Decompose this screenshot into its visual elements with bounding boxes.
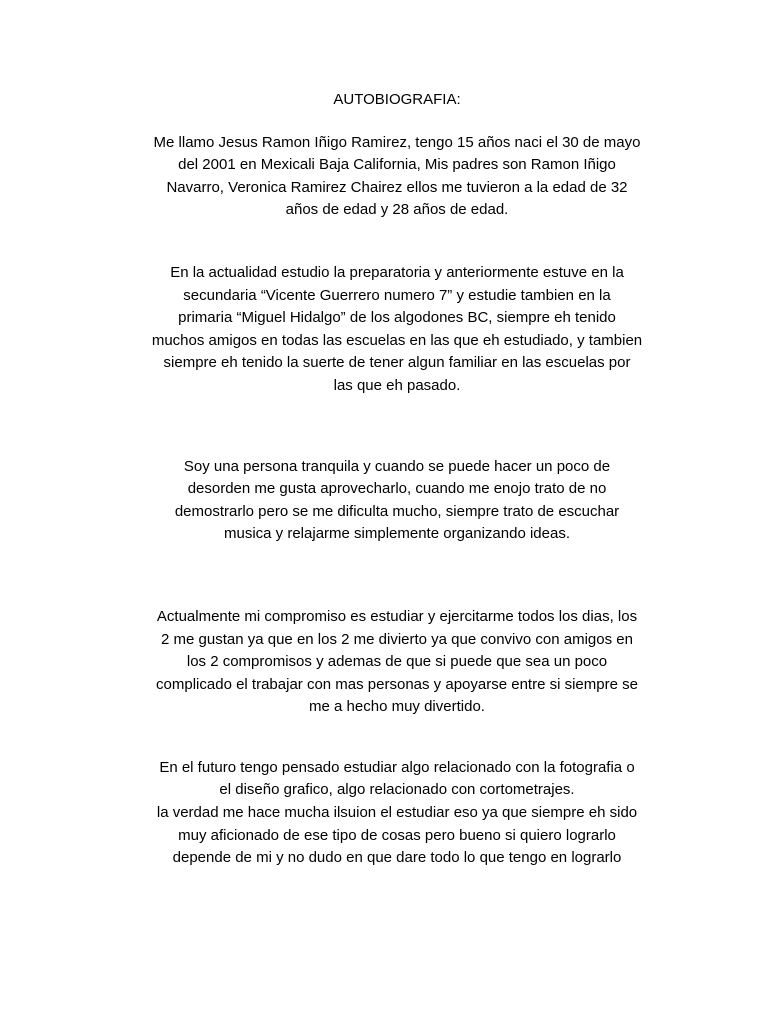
spacer — [124, 719, 670, 757]
text-line: Soy una persona tranquila y cuando se puede hacer un poco de — [183, 457, 611, 475]
text-line: los 2 compromisos y ademas de que si puede que sea un poco — [186, 653, 608, 671]
text-line: siempre eh tenido la suerte de tener algun familiar en las escuelas por — [163, 354, 631, 372]
document-title: AUTOBIOGRAFIA: — [333, 91, 461, 108]
text-line: En la actualidad estudio la preparatoria y anteriormente estuve en la — [170, 263, 624, 281]
paragraph-3 — [124, 456, 670, 546]
text-line: secundaria “Vicente Guerrero numero 7” y estudie tambien en la — [183, 286, 611, 304]
document-body — [124, 89, 670, 870]
spacer — [124, 222, 670, 262]
text-line: años de edad y 28 años de edad. — [285, 201, 509, 219]
text-line: desorden me gusta aprovecharlo, cuando me enojo trato de no — [187, 480, 607, 498]
text-line: me a hecho muy divertido. — [309, 698, 485, 716]
text-line: depende de mi y no dudo en que dare todo lo que tengo en lograrlo — [172, 849, 622, 867]
text-line: las que eh pasado. — [333, 376, 461, 394]
text-line: En el futuro tengo pensado estudiar algo relacionado con la fotografia o — [159, 758, 635, 776]
paragraph-4 — [124, 606, 670, 719]
paragraph-1 — [124, 132, 670, 222]
text-line: muy aficionado de ese tipo de cosas pero bueno si quiero lograrlo — [178, 826, 616, 844]
text-line: complicado el trabajar con mas personas y apoyarse entre si siempre se — [156, 675, 638, 693]
text-line: el diseño grafico, algo relacionado con cortometrajes. — [219, 781, 575, 799]
text-line: Actualmente mi compromiso es estudiar y ejercitarme todos los dias, los — [156, 607, 638, 625]
spacer — [124, 398, 670, 456]
text-line: la verdad me hace mucha ilsuion el estudiar eso ya que siempre eh sido — [156, 804, 638, 822]
text-line: primaria “Miguel Hidalgo” de los algodones BC, siempre eh tenido — [178, 309, 616, 327]
spacer — [124, 546, 670, 606]
text-line: Me llamo Jesus Ramon Iñigo Ramirez, tengo 15 años naci el 30 de mayo — [153, 133, 641, 151]
text-line: muchos amigos en todas las escuelas en las que eh estudiado, y tambien — [151, 331, 643, 349]
paragraph-2 — [124, 262, 670, 398]
text-line: 2 me gustan ya que en los 2 me divierto ya que convivo con amigos en — [161, 630, 633, 648]
text-line: Navarro, Veronica Ramirez Chairez ellos me tuvieron a la edad de 32 — [166, 178, 628, 196]
spacer — [124, 112, 670, 132]
text-line: del 2001 en Mexicali Baja California, Mis padres son Ramon Iñigo — [178, 156, 616, 174]
text-line: demostrarlo pero se me dificulta mucho, siempre trato de escuchar — [174, 502, 620, 520]
paragraph-5 — [124, 757, 670, 870]
text-line: musica y relajarme simplemente organizando ideas. — [224, 525, 570, 543]
